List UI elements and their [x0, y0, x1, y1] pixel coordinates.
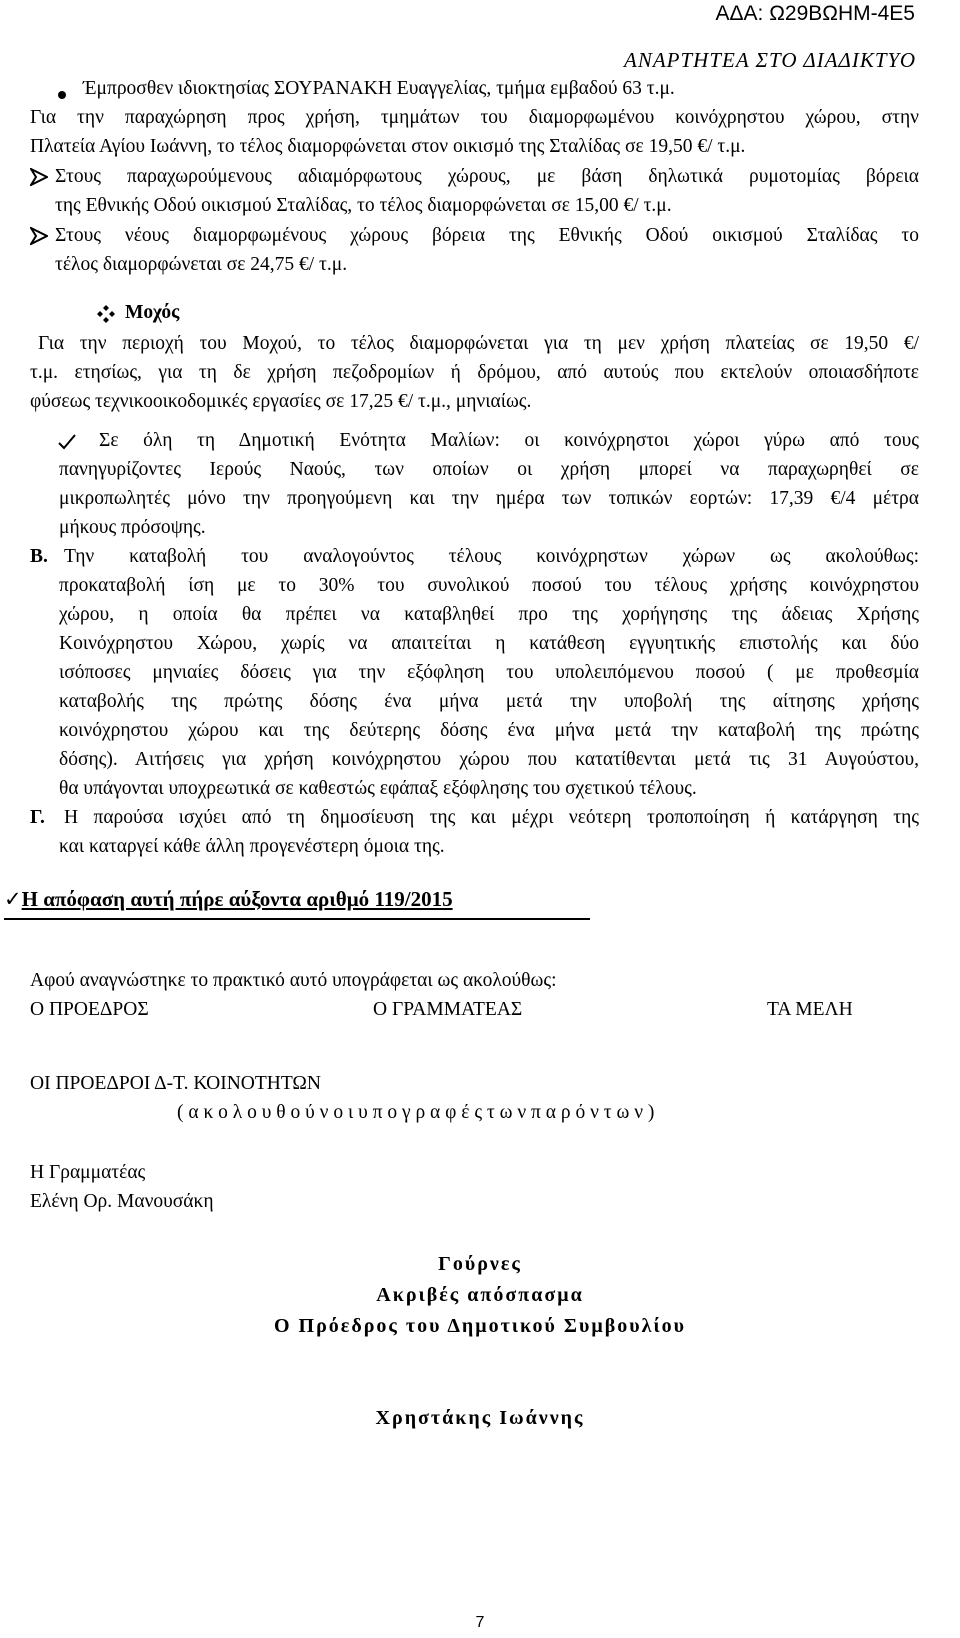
- paragraph-line: τ.μ. ετησίως, για τη δε χρήση πεζοδρομίων ή δρόμου, από αυτούς που εκτελούν οποιασδήποτε: [30, 362, 919, 383]
- council-president-label: Ο Πρόεδρος του Δημοτικού Συμβουλίου: [273, 1315, 687, 1337]
- publication-notice: ΑΝΑΡΤΗΤΕΑ ΣΤΟ ΔΙΑΔΙΚΤΥΟ: [624, 48, 916, 72]
- council-president-name: Χρηστάκης Ιωάννης: [375, 1407, 585, 1429]
- paragraph-line: μήκους πρόσοψης.: [59, 517, 206, 538]
- section-heading: Μοχός: [125, 302, 180, 323]
- section-b-line: κοινόχρηστου χώρου και της δεύτερης δόσης ένα μήνα μετά την καταβολή της πρώτης: [59, 720, 919, 741]
- paragraph-line: φύσεως τεχνικοοικοδομικές εργασίες σε 17,25 €/ τ.μ., μηνιαίως.: [30, 391, 532, 412]
- secretary-label: Ο ΓΡΑΜΜΑΤΕΑΣ: [373, 999, 523, 1020]
- paragraph-line: Σε όλη τη Δημοτική Ενότητα Μαλίων: οι κοινόχρηστοι χώροι γύρω από τους: [99, 430, 919, 451]
- president-label: Ο ΠΡΟΕΔΡΟΣ: [30, 999, 149, 1020]
- four-diamond-bullet-icon: [96, 304, 116, 330]
- section-letter-c: Γ.: [30, 807, 45, 828]
- arrowhead-bullet-icon: [30, 168, 48, 192]
- section-b-line: προκαταβολή ίση με το 30% του συνολικού ποσού του τέλους χρήσης κοινόχρηστου: [59, 575, 919, 596]
- signature-intro: Αφού αναγνώστηκε το πρακτικό αυτό υπογράφεται ως ακολούθως:: [30, 970, 557, 991]
- secretary-name: Ελένη Ορ. Μανουσάκη: [30, 1191, 214, 1212]
- bullet-item: Έμπροσθεν ιδιοκτησίας ΣΟΥΡΑΝΑΚΗ Ευαγγελίας, τμήμα εμβαδού 63 τ.μ.: [83, 78, 675, 99]
- ada-code: ΑΔΑ: Ω29ΒΩΗΜ-4Ε5: [715, 2, 915, 25]
- section-b-line: χώρου, η οποία θα πρέπει να καταβληθεί προ της χορήγησης της άδειας Χρήσης: [59, 604, 919, 625]
- arrowhead-bullet-icon: [30, 227, 48, 251]
- section-b-line: Κοινόχρηστου Χώρου, χωρίς να απαιτείται η κατάθεση εγγυητικής επιστολής και δύο: [59, 633, 919, 654]
- follow-signatures-note: ( α κ ο λ ο υ θ ο ύ ν ο ι υ π ο γ ρ α φ έ ς τ ω ν π α ρ ό ν τ ω ν ): [177, 1102, 655, 1123]
- check-mark-icon: ✓: [4, 887, 22, 911]
- page-number: 7: [475, 1614, 485, 1631]
- arrow-item-line: της Εθνικής Οδού οικισμού Σταλίδας, το τέλος διαμορφώνεται σε 15,00 €/ τ.μ.: [55, 195, 672, 216]
- section-b-line: Την καταβολή του αναλογούντος τέλους κοινόχρηστων χώρων ως ακολούθως:: [64, 546, 919, 567]
- arrow-item-line: Στους παραχωρούμενους αδιαμόρφωτους χώρους, με βάση δηλωτικά ρυμοτομίας βόρεια: [55, 166, 919, 187]
- section-letter-b: Β.: [30, 546, 48, 567]
- exact-copy-label: Ακριβές απόσπασμα: [376, 1284, 584, 1306]
- section-b-line: δόσης). Αιτήσεις για χρήση κοινόχρηστου χώρου που κατατίθενται μετά τις 31 Αυγούστου,: [59, 749, 919, 770]
- arrow-item-line: τέλος διαμορφώνεται σε 24,75 €/ τ.μ.: [55, 254, 348, 275]
- section-b-line: ισόποσες μηνιαίες δόσεις για την εξόφληση του υπολειπόμενου ποσού ( με προθεσμία: [59, 662, 919, 683]
- check-mark-icon: [58, 434, 76, 456]
- paragraph-line: πανηγυρίζοντες Ιερούς Ναούς, των οποίων οι χρήση μπορεί να παραχωρηθεί σε: [59, 459, 919, 480]
- paragraph-line: μικροπωλητές μόνο την προηγούμενη και την ημέρα των τοπικών εορτών: 17,39 €/4 μέτρα: [59, 488, 919, 509]
- section-c-line: και καταργεί κάθε άλλη προγενέστερη όμοια της.: [59, 836, 445, 857]
- bullet-dot-icon: [57, 84, 67, 106]
- arrow-item-line: Στους νέους διαμορφωμένους χώρους βόρεια της Εθνικής Οδού οικισμού Σταλίδας το: [55, 225, 919, 246]
- place-name: Γούρνες: [438, 1253, 522, 1275]
- members-label: ΤΑ ΜΕΛΗ: [767, 999, 853, 1020]
- paragraph-line: Για την παραχώρηση προς χρήση, τμημάτων του διαμορφωμένου κοινόχρηστου χώρου, στην: [30, 107, 919, 128]
- section-c-line: Η παρούσα ισχύει από τη δημοσίευση της και μέχρι νεότερη τροποποίηση ή κατάργηση της: [64, 807, 919, 828]
- section-b-line: θα υπάγονται υποχρεωτικά σε καθεστώς εφάπαξ εξόφλησης του σχετικού τέλους.: [59, 778, 697, 799]
- decision-line: [4, 887, 590, 920]
- paragraph-line: Πλατεία Αγίου Ιωάννη, το τέλος διαμορφώνεται στον οικισμό της Σταλίδας σε 19,50 €/ τ.μ.: [30, 136, 746, 157]
- community-presidents-label: ΟΙ ΠΡΟΕΔΡΟΙ Δ-Τ. ΚΟΙΝΟΤΗΤΩΝ: [30, 1073, 321, 1094]
- secretary-title: Η Γραμματέας: [30, 1162, 146, 1183]
- section-b-line: καταβολής της πρώτης δόσης ένα μήνα μετά την υποβολή της αίτησης χρήσης: [59, 691, 919, 712]
- decision-text: Η απόφαση αυτή πήρε αύξοντα αριθμό 119/2015: [21, 887, 453, 911]
- paragraph-line: Για την περιοχή του Μοχού, το τέλος διαμορφώνεται για τη μεν χρήση πλατείας σε 19,50 €/: [38, 333, 919, 354]
